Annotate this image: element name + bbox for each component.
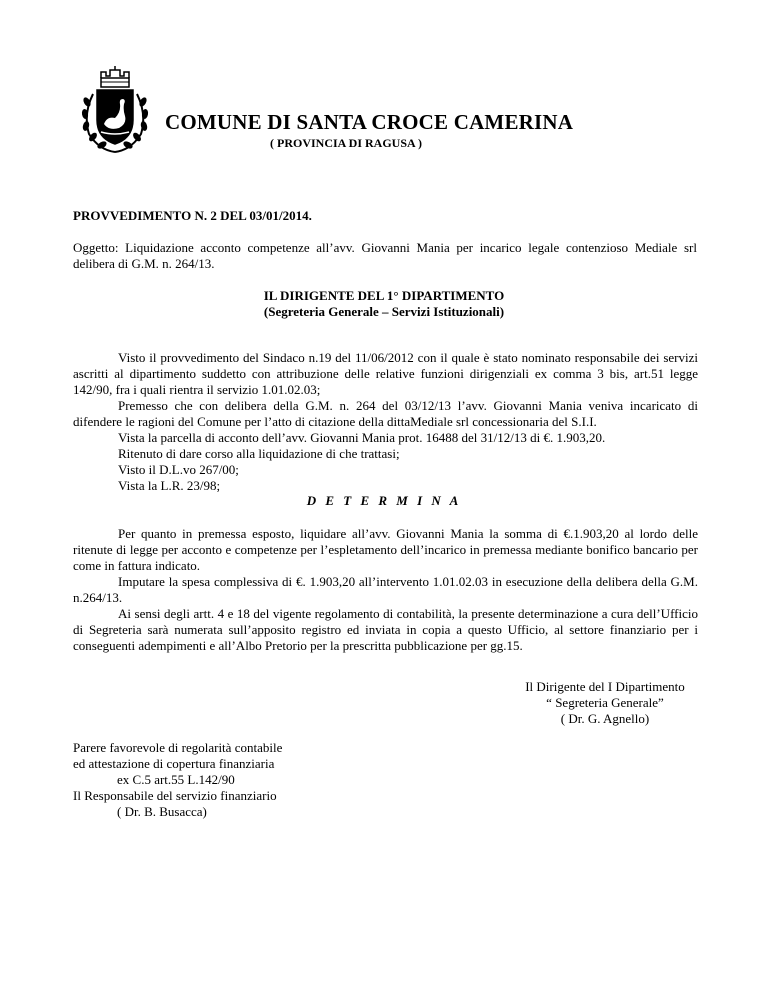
- dirigente-subtitle: (Segreteria Generale – Servizi Istituzionali): [263, 304, 505, 319]
- premessa-paragraph: Ritenuto di dare corso alla liquidazione di che trattasi;: [118, 446, 400, 461]
- premessa-paragraph: Visto il provvedimento del Sindaco n.19 del 11/06/2012 con il quale è stato nominato responsabile dei servizi ascritti al dipartimento suddetto con attribuzione delle relative funzioni dirigenziali ex comma 3 bis, art.51 legge 142/90, fra i quali rientra il servizio 1.01.02.03;: [73, 350, 698, 397]
- parere-line: Parere favorevole di regolarità contabile: [73, 740, 283, 755]
- oggetto-text: Oggetto: Liquidazione acconto competenze all’avv. Giovanni Mania per incarico legale contenzioso Mediale srl delibera di G.M. n. 264/13.: [73, 240, 697, 271]
- signature-department: “ Segreteria Generale”: [546, 695, 664, 710]
- parere-name: ( Dr. B. Busacca): [117, 804, 207, 819]
- premesse-section: [73, 350, 698, 494]
- coat-of-arms-icon: [77, 64, 153, 156]
- signature-name: ( Dr. G. Agnello): [560, 711, 650, 726]
- page-subtitle: ( PROVINCIA DI RAGUSA ): [270, 136, 423, 150]
- parere-block: [73, 740, 373, 820]
- parere-signatory: Il Responsabile del servizio finanziario: [73, 788, 277, 803]
- page-title: COMUNE DI SANTA CROCE CAMERINA: [165, 110, 574, 134]
- premessa-paragraph: Vista la parcella di acconto dell’avv. Giovanni Mania prot. 16488 del 31/12/13 di €. 1.903,20.: [118, 430, 606, 445]
- dispositivo-paragraph: Imputare la spesa complessiva di €. 1.903,20 all’intervento 1.01.02.03 in esecuzione della delibera della G.M. n.264/13.: [73, 574, 698, 605]
- premessa-paragraph: Vista la L.R. 23/98;: [118, 478, 221, 493]
- dispositivo-paragraph: Per quanto in premessa esposto, liquidare all’avv. Giovanni Mania la somma di €.1.903,20 al lordo delle ritenute di legge per acconto e competenze per l’espletamento dell’incarico in premessa mediante bonifico bancario per come in fattura indicato.: [73, 526, 698, 573]
- parere-line: ed attestazione di copertura finanziaria: [73, 756, 275, 771]
- determina-heading: D E T E R M I N A: [306, 493, 462, 508]
- provvedimento-heading: PROVVEDIMENTO N. 2 DEL 03/01/2014.: [73, 208, 312, 223]
- dispositivo-paragraph: Ai sensi degli artt. 4 e 18 del vigente regolamento di contabilità, la presente determinazione a cura dell’Ufficio di Segreteria sarà numerata sull’apposito registro ed inviata in copia a questo Ufficio, al settore finanziario per i conseguenti adempimenti e all’Albo Pretorio per la prescritta pubblicazione per gg.15.: [73, 606, 698, 653]
- signature-role: Il Dirigente del I Dipartimento: [525, 679, 685, 694]
- parere-line: ex C.5 art.55 L.142/90: [117, 772, 235, 787]
- premessa-paragraph: Visto il D.L.vo 267/00;: [118, 462, 239, 477]
- dirigente-title: IL DIRIGENTE DEL 1° DIPARTIMENTO: [263, 288, 505, 303]
- signature-block: [480, 679, 730, 727]
- premessa-paragraph: Premesso che con delibera della G.M. n. 264 del 03/12/13 l’avv. Giovanni Mania veniva incaricato di difendere le ragioni del Comune per l’atto di citazione della dittaMediale srl concessionaria del S.I.I.: [73, 398, 698, 429]
- dispositivo-section: [73, 526, 698, 654]
